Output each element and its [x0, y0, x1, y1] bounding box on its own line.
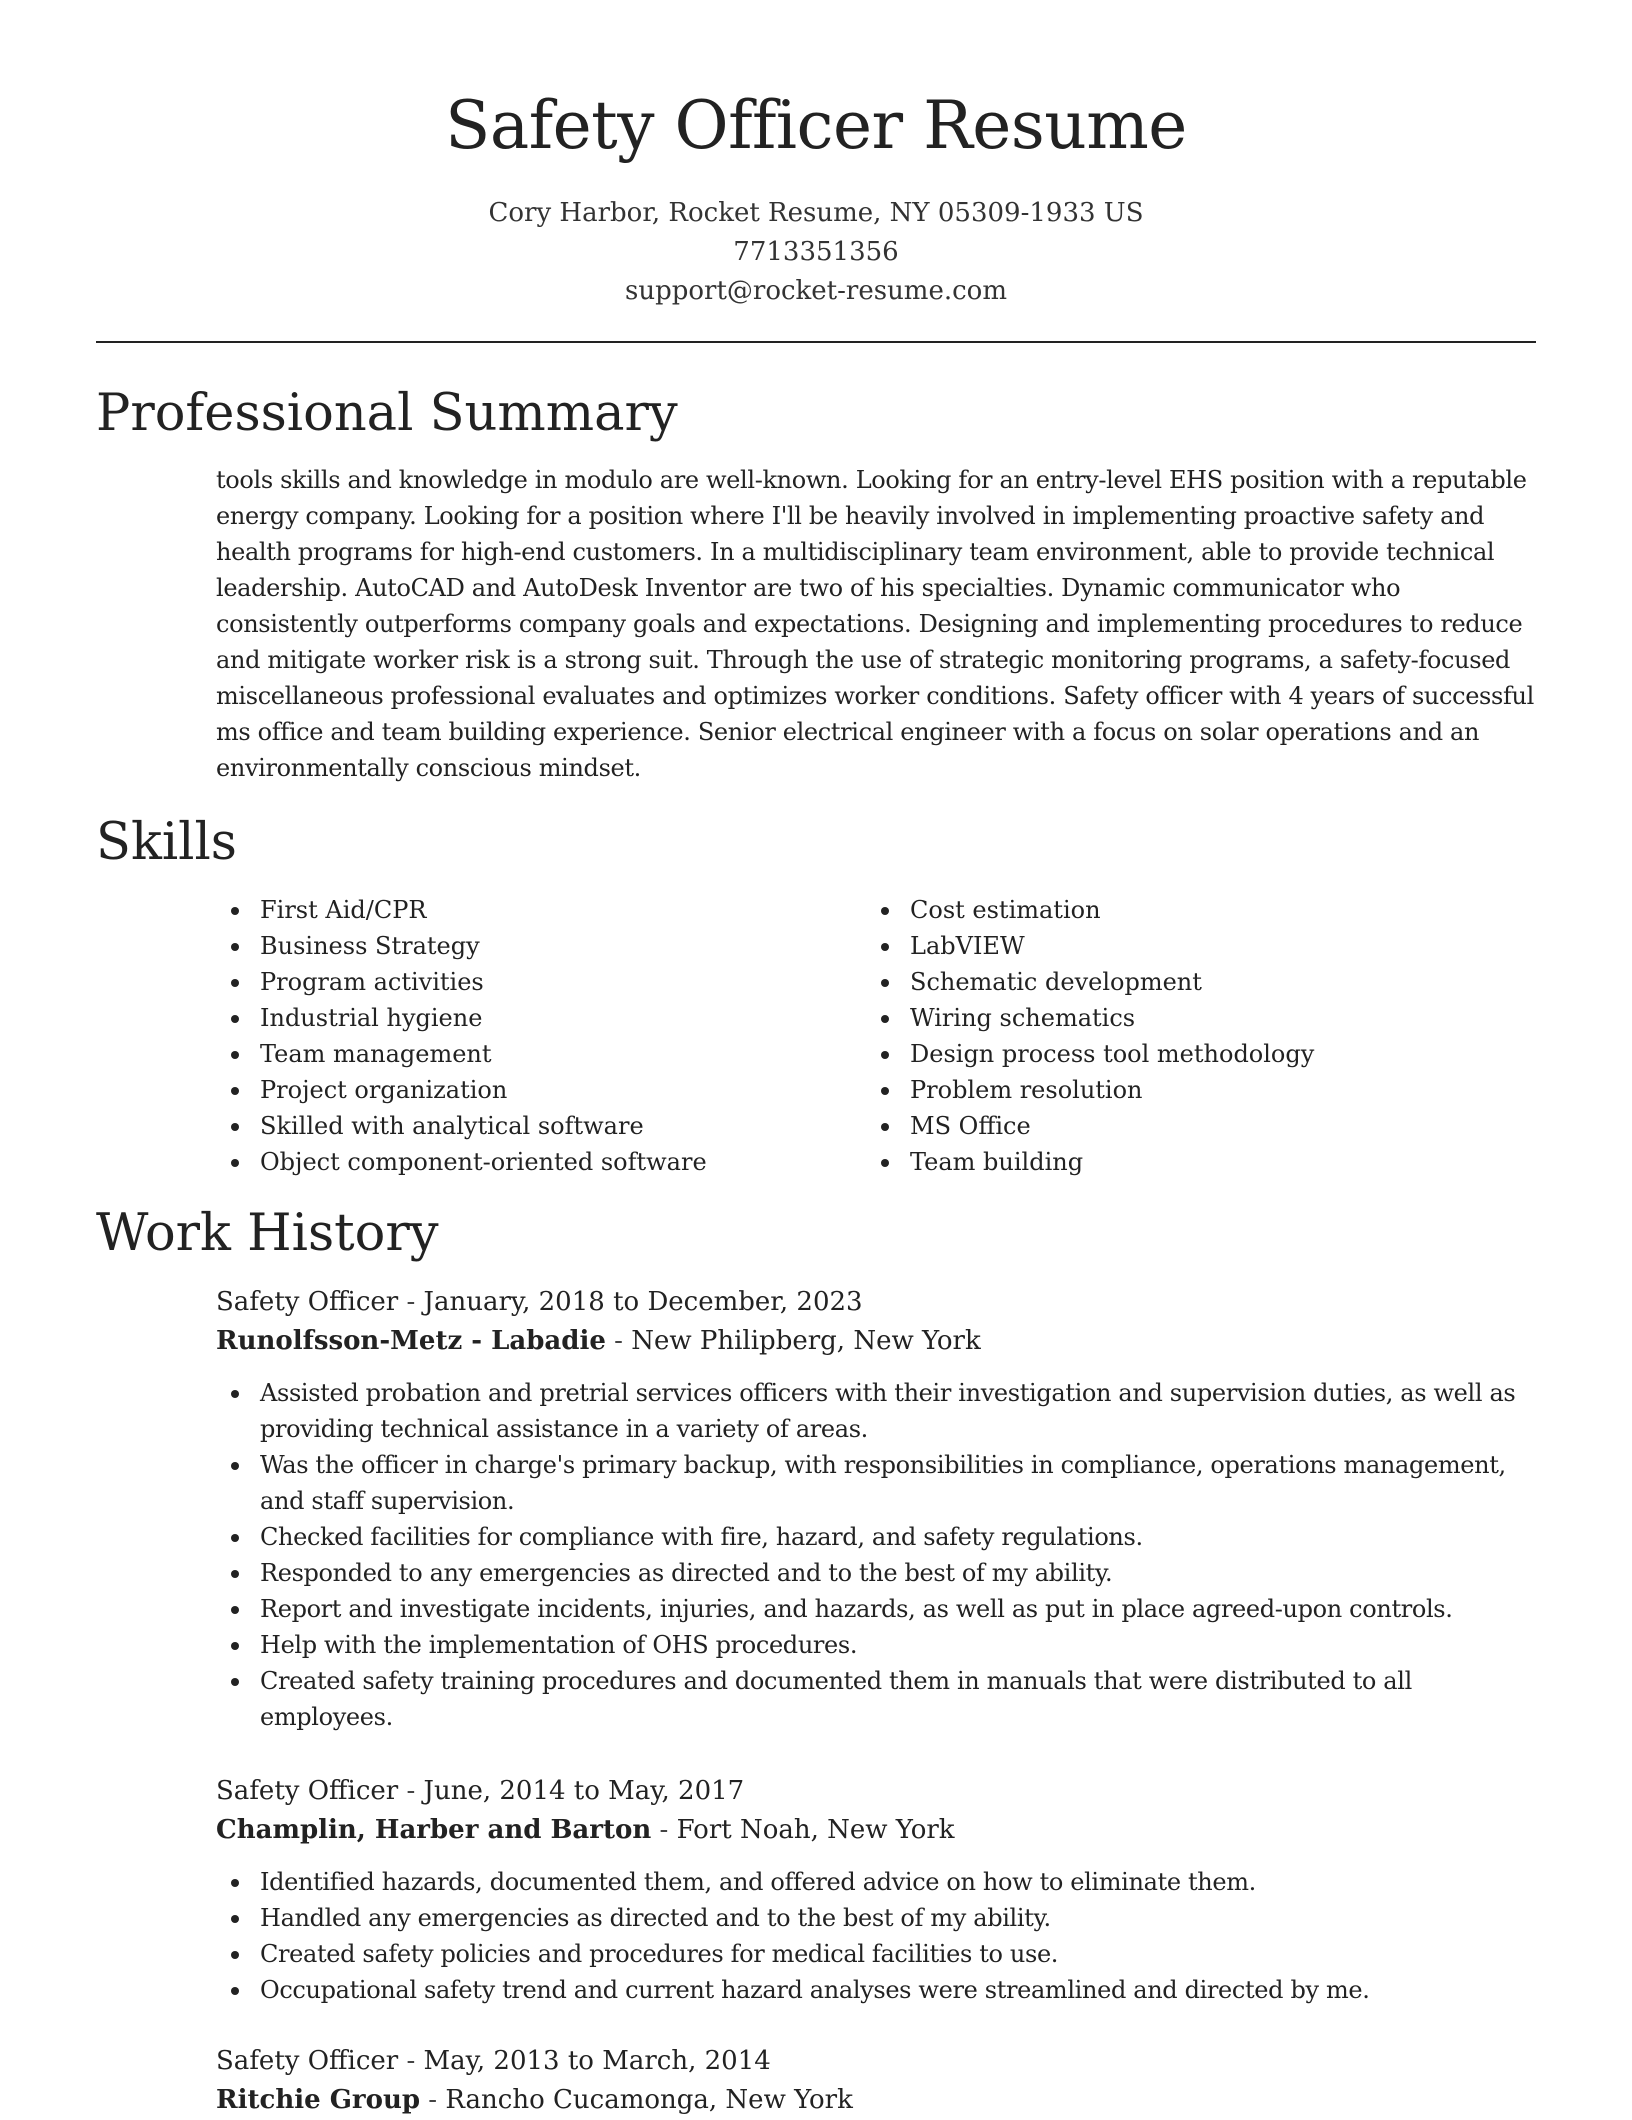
job-role: Safety Officer [216, 1287, 399, 1317]
job-bullet: Identified hazards, documented them, and offered advice on how to eliminate them. [216, 1864, 1536, 1900]
skills-column-right [866, 892, 1536, 1180]
job-company: Champlin, Harber and Barton [216, 1815, 652, 1845]
job-company-line: Runolfsson-Metz - Labadie - New Philipberg, New York [216, 1326, 981, 1356]
job-company: Runolfsson-Metz - Labadie [216, 1326, 606, 1356]
job-entry [216, 2042, 1536, 2120]
resume-header [0, 84, 1632, 311]
summary-heading: Professional Summary [96, 384, 678, 443]
contact-phone: 7713351356 [733, 237, 899, 267]
job-bullets [216, 1864, 1536, 2008]
job-entry [216, 1283, 1536, 1735]
job-bullet: Assisted probation and pretrial services officers with their investigation and supervision duties, as well as providing technical assistance in a variety of areas. [216, 1375, 1536, 1447]
resume-title: Safety Officer Resume [445, 87, 1187, 164]
job-bullet: Checked facilities for compliance with fire, hazard, and safety regulations. [216, 1519, 1536, 1555]
job-entry [216, 1772, 1536, 2008]
job-role: Safety Officer [216, 2046, 399, 2076]
header-divider [96, 341, 1536, 343]
job-dates: June, 2014 to May, 2017 [423, 1776, 745, 1806]
job-company-line: Ritchie Group - Rancho Cucamonga, New York [216, 2085, 853, 2115]
job-dates: January, 2018 to December, 2023 [423, 1287, 863, 1317]
skill-item: First Aid/CPR [216, 892, 856, 928]
job-title-line: Safety Officer - June, 2014 to May, 2017 [216, 1776, 745, 1806]
job-role: Safety Officer [216, 1776, 399, 1806]
skill-item: Team management [216, 1036, 856, 1072]
skill-item: Business Strategy [216, 928, 856, 964]
work-history-heading: Work History [96, 1204, 439, 1263]
job-bullet: Responded to any emergencies as directed and to the best of my ability. [216, 1555, 1536, 1591]
job-bullet: Created safety training procedures and documented them in manuals that were distributed to all employees. [216, 1663, 1536, 1735]
job-title-line: Safety Officer - May, 2013 to March, 2014 [216, 2046, 771, 2076]
job-bullet: Handled any emergencies as directed and to the best of my ability. [216, 1900, 1536, 1936]
job-title-line: Safety Officer - January, 2018 to December, 2023 [216, 1287, 863, 1317]
job-location: Rancho Cucamonga, New York [445, 2085, 853, 2115]
skill-item: Cost estimation [866, 892, 1536, 928]
job-location: Fort Noah, New York [676, 1815, 955, 1845]
job-location: New Philipberg, New York [631, 1326, 981, 1356]
skills-heading: Skills [96, 813, 237, 872]
contact-email: support@rocket-resume.com [624, 276, 1007, 306]
skill-item: Schematic development [866, 964, 1536, 1000]
skill-item: Wiring schematics [866, 1000, 1536, 1036]
skill-item: MS Office [866, 1108, 1536, 1144]
job-company: Ritchie Group [216, 2085, 421, 2115]
skill-item: Project organization [216, 1072, 856, 1108]
job-bullet: Occupational safety trend and current hazard analyses were streamlined and directed by me. [216, 1972, 1536, 2008]
summary-text: tools skills and knowledge in modulo are well-known. Looking for an entry-level EHS position with a reputable energy company. Looking for a position where I'll be heavily involved in implementing proactive safety and health programs for high-end customers. In a multidisciplinary team environment, able to provide technical leadership. AutoCAD and AutoDesk Inventor are two of his specialties. Dynamic communicator who consistently outperforms company goals and expectations. Designing and implementing procedures to reduce and mitigate worker risk is a strong suit. Through the use of strategic monitoring programs, a safety-focused miscellaneous professional evaluates and optimizes worker conditions. Safety officer with 4 years of successful ms office and team building experience. Senior electrical engineer with a focus on solar operations and an environmentally conscious mindset. [216, 466, 1534, 782]
skill-item: LabVIEW [866, 928, 1536, 964]
job-dates: May, 2013 to March, 2014 [423, 2046, 771, 2076]
skill-item: Skilled with analytical software [216, 1108, 856, 1144]
skill-item: Program activities [216, 964, 856, 1000]
skill-item: Problem resolution [866, 1072, 1536, 1108]
job-bullets [216, 1375, 1536, 1735]
skill-item: Design process tool methodology [866, 1036, 1536, 1072]
skill-item: Object component-oriented software [216, 1144, 856, 1180]
contact-address: Cory Harbor, Rocket Resume, NY 05309-1933 US [488, 198, 1144, 228]
skill-item: Industrial hygiene [216, 1000, 856, 1036]
skill-item: Team building [866, 1144, 1536, 1180]
job-bullet: Created safety policies and procedures for medical facilities to use. [216, 1936, 1536, 1972]
job-bullet: Was the officer in charge's primary backup, with responsibilities in compliance, operations management, and staff supervision. [216, 1447, 1536, 1519]
job-bullet: Report and investigate incidents, injuries, and hazards, as well as put in place agreed-upon controls. [216, 1591, 1536, 1627]
job-bullet: Help with the implementation of OHS procedures. [216, 1627, 1536, 1663]
skills-column-left [216, 892, 856, 1180]
job-company-line: Champlin, Harber and Barton - Fort Noah, New York [216, 1815, 955, 1845]
